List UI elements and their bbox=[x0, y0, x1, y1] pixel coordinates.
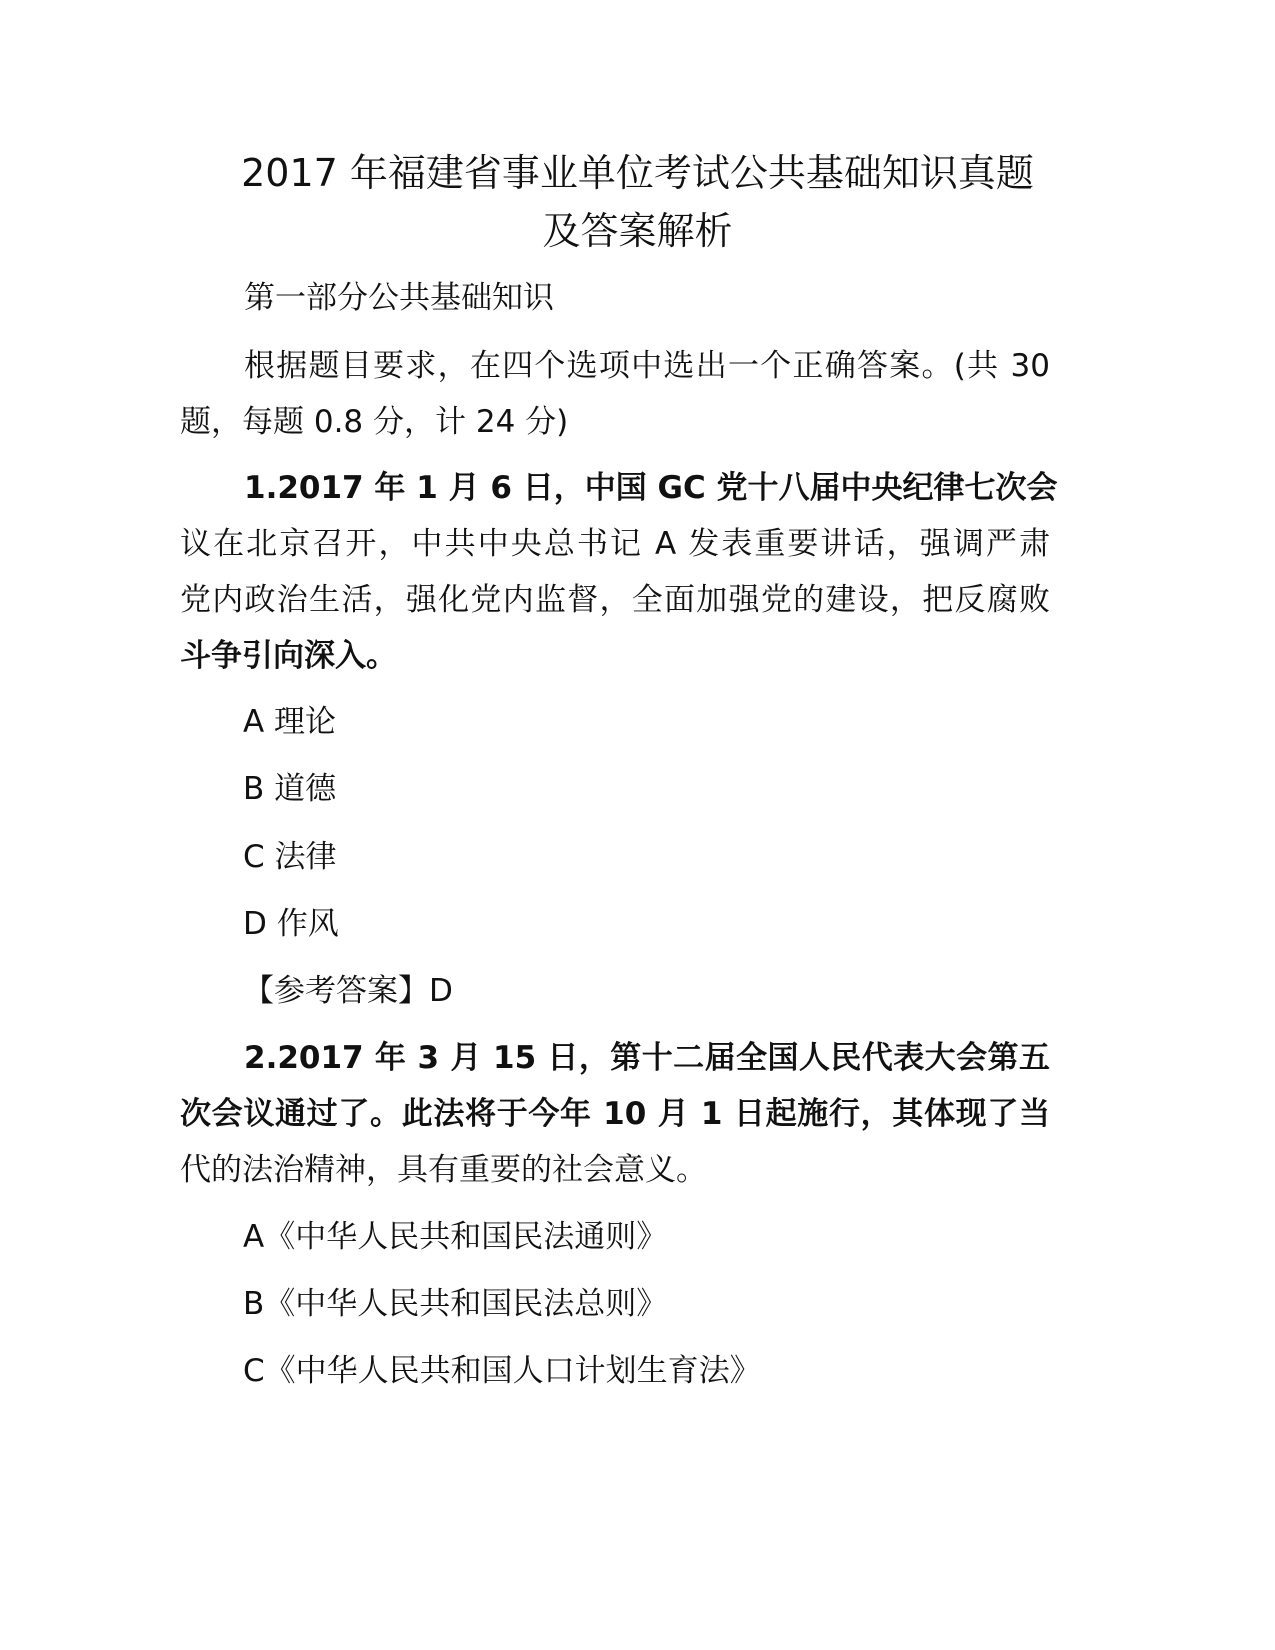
section-heading: 第一部分公共基础知识 bbox=[244, 280, 554, 316]
question-2-option-a: A《中华人民共和国民法通则》 bbox=[243, 1219, 668, 1255]
question-1-option-d: D 作风 bbox=[243, 906, 339, 942]
document-title bbox=[160, 144, 1115, 260]
question-1-answer: 【参考答案】D bbox=[243, 973, 453, 1009]
instructions bbox=[180, 338, 1050, 450]
question-1-option-a: A 理论 bbox=[243, 704, 337, 740]
question-2-line-2: 次会议通过了。此法将于今年 10 月 1 日起施行，其体现了当 bbox=[180, 1096, 1050, 1132]
question-2-option-b: B《中华人民共和国民法总则》 bbox=[243, 1286, 668, 1322]
title-line-1: 2017 年福建省事业单位考试公共基础知识真题 bbox=[241, 151, 1034, 195]
title-line-2: 及答案解析 bbox=[542, 209, 733, 253]
question-2-stem bbox=[180, 1030, 1050, 1198]
question-2-line-1: 2.2017 年 3 月 15 日，第十二届全国人民代表大会第五 bbox=[244, 1040, 1050, 1076]
question-1-line-2: 议在北京召开，中共中央总书记 A 发表重要讲话，强调严肃 bbox=[180, 526, 1050, 562]
question-1-line-3: 党内政治生活，强化党内监督，全面加强党的建设，把反腐败 bbox=[180, 582, 1050, 618]
question-2-line-3: 代的法治精神，具有重要的社会意义。 bbox=[180, 1152, 707, 1188]
question-1-stem bbox=[180, 460, 1058, 684]
question-1-line-4: 斗争引向深入。 bbox=[180, 638, 397, 674]
question-1-option-b: B 道德 bbox=[243, 771, 337, 807]
question-1-option-c: C 法律 bbox=[243, 839, 337, 875]
question-1-line-1: 1.2017 年 1 月 6 日，中国 GC 党十八届中央纪律七次会 bbox=[244, 470, 1058, 506]
instructions-line-2: 题，每题 0.8 分，计 24 分) bbox=[180, 404, 569, 440]
instructions-line-1: 根据题目要求，在四个选项中选出一个正确答案。(共 30 bbox=[244, 348, 1050, 384]
question-2-option-c: C《中华人民共和国人口计划生育法》 bbox=[243, 1353, 761, 1389]
